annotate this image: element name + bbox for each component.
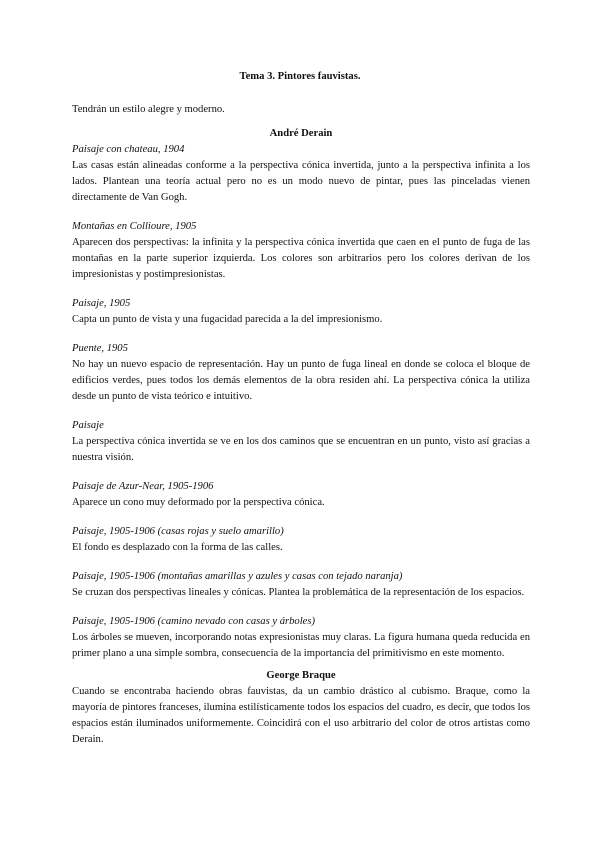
- work-title: Puente, 1905: [72, 343, 128, 354]
- work-entry: [72, 569, 530, 601]
- work-entry: [72, 341, 530, 405]
- work-entry: [72, 524, 530, 556]
- work-title: Paisaje: [72, 420, 104, 431]
- work-title: Paisaje, 1905-1906 (camino nevado con casas y árboles): [72, 616, 316, 627]
- work-entry: [72, 479, 530, 511]
- work-description: Las casas están alineadas conforme a la perspectiva cónica invertida, junto a la perspectiva infinita a los lados. Plantean una teoría actual pero no es un modo nuevo de pintar, pues las pinceladas vienen directamente de Van Gogh.: [72, 160, 530, 203]
- work-title: Paisaje, 1905: [72, 298, 131, 309]
- work-description: Los árboles se mueven, incorporando notas expresionistas muy claras. La figura humana queda reducida en primer plano a una simple sombra, consecuencia de la importancia del primitivismo en este momento.: [72, 632, 530, 659]
- work-description: El fondo es desplazado con la forma de las calles.: [72, 542, 283, 553]
- work-entry: [72, 142, 530, 206]
- intro-paragraph: Tendrán un estilo alegre y moderno.: [72, 104, 225, 115]
- braque-paragraph: Cuando se encontraba haciendo obras fauvistas, da un cambio drástico al cubismo. Braque, como la mayoría de pintores franceses, ilumina estilísticamente todos los espacios del cuadro, es decir, que todos los espacios están iluminados uniformemente. Coincidirá con el uso arbitrario del color de otros artistas como Derain.: [72, 686, 530, 745]
- work-title: Paisaje, 1905-1906 (montañas amarillas y azules y casas con tejado naranja): [72, 571, 403, 582]
- work-description: Aparecen dos perspectivas: la infinita y la perspectiva cónica invertida que caen en el punto de fuga de las montañas en la parte superior izquierda. Los colores son arbitrarios pero los colores derivan de los impresionistas y postimpresionistas.: [72, 237, 530, 280]
- work-title: Paisaje, 1905-1906 (casas rojas y suelo amarillo): [72, 526, 284, 537]
- work-entry: [72, 418, 530, 466]
- document-body: [72, 126, 530, 748]
- work-title: Montañas en Collioure, 1905: [72, 221, 197, 232]
- work-description: No hay un nuevo espacio de representación. Hay un punto de fuga lineal en donde se coloca el bloque de edificios verdes, pues todos los demás elementos de la obra residen ahí. La perspectiva cónica la utiliza desde un punto de vista teórico e intuitivo.: [72, 359, 530, 402]
- braque-heading: George Braque: [266, 670, 336, 681]
- work-entry: [72, 614, 530, 662]
- work-title: Paisaje con chateau, 1904: [72, 144, 185, 155]
- work-entry: [72, 219, 530, 283]
- derain-heading: André Derain: [269, 128, 333, 139]
- work-title: Paisaje de Azur-Near, 1905-1906: [72, 481, 214, 492]
- work-description: Aparece un cono muy deformado por la perspectiva cónica.: [72, 497, 325, 508]
- work-entry: [72, 296, 530, 328]
- work-description: La perspectiva cónica invertida se ve en los dos caminos que se encuentran en un punto, visto así gracias a nuestra visión.: [72, 436, 530, 463]
- document-title: Tema 3. Pintores fauvistas.: [239, 71, 361, 82]
- work-description: Capta un punto de vista y una fugacidad parecida a la del impresionismo.: [72, 314, 383, 325]
- work-description: Se cruzan dos perspectivas lineales y cónicas. Plantea la problemática de la representación de los espacios.: [72, 587, 525, 598]
